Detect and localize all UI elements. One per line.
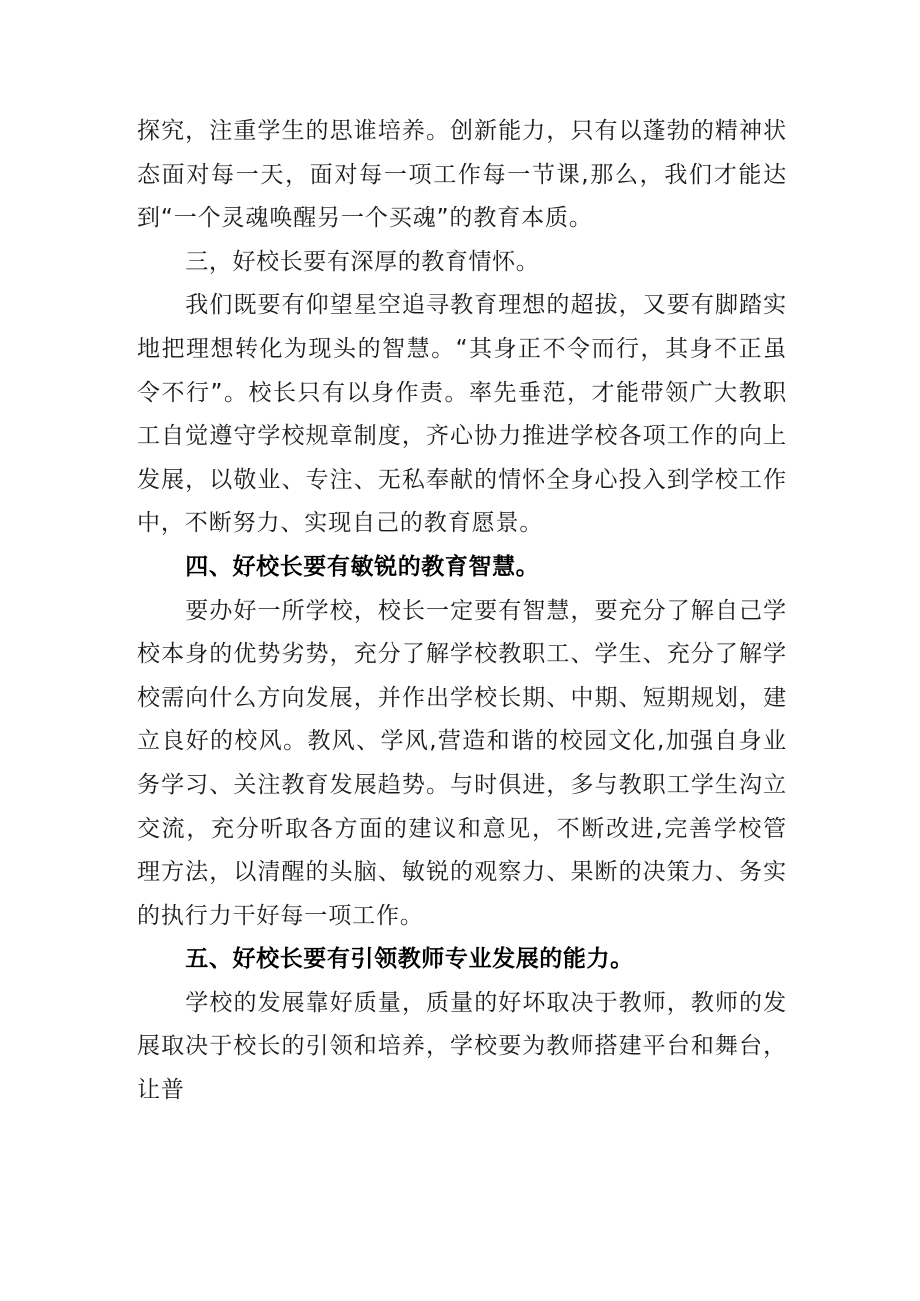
section-heading-5: 五、好校长要有引领教师专业发展的能力。 (185, 946, 634, 973)
paragraph-section-4: 要办好一所学校，校长一定要有智慧，要充分了解自己学校本身的优势劣势，充分了解学校教职工、学生、充分了解学校需向什么方向发展，并作出学校长期、中期、短期规划，建立良好的校风。教风、学风,营造和谐的校园文化,加强自身业务学习、关注教育发展趋势。与时俱进，多与教职工学生沟立交流，充分听取各方面的建议和意见，不断改进,完善学校管理方法，以清醒的头脑、敏锐的观察力、果断的决策力、务实的执行力干好每一项工作。 (137, 597, 787, 929)
document-body (137, 110, 787, 1113)
paragraph-section-5: 学校的发展靠好质量，质量的好坏取决于教师，教师的发展取决于校长的引领和培养，学校要为教师搭建平台和舞台，让普 (137, 989, 787, 1104)
section-heading-3: 三，好校长要有深厚的教育情怀。 (185, 248, 540, 275)
section-heading-4: 四、好校长要有敏锐的教育智慧。 (185, 553, 540, 580)
paragraph-continuation: 探究，注重学生的思谁培养。创新能力，只有以蓬勃的精神状态面对每一天，面对每一项工作每一节课,那么，我们才能达到“一个灵魂唤醒另一个买魂”的教育本质。 (137, 118, 787, 232)
paragraph-section-3: 我们既要有仰望星空追寻教育理想的超拔，又要有脚踏实地把理想转化为现头的智慧。“其身正不令而行，其身不正虽令不行”。校长只有以身作责。率先垂范，才能带领广大教职工自觉遵守学校规章制度，齐心协力推进学校各项工作的向上发展，以敬业、专注、无私奉献的情怀全身心投入到学校工作中，不断努力、实现自己的教育愿景。 (137, 292, 787, 537)
